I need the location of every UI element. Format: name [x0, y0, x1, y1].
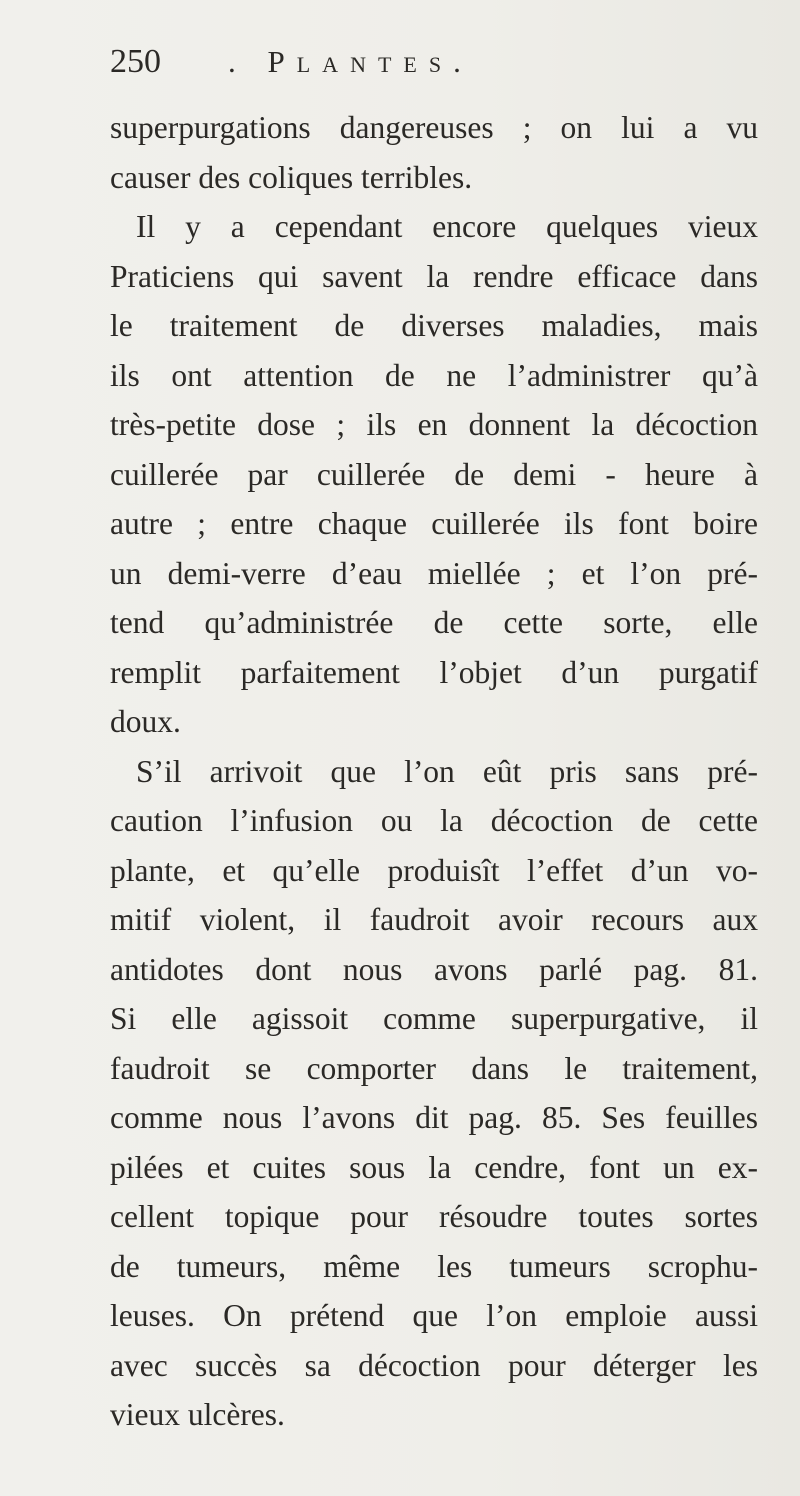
- text-line: pilées et cuites sous la cendre, font un ex-: [110, 1149, 758, 1185]
- text-line: avec succès sa décoction pour déterger les: [110, 1347, 758, 1383]
- page-number: 250: [110, 43, 161, 80]
- text-line: leuses. On prétend que l’on emploie aussi: [110, 1298, 758, 1333]
- text-line: ils ont attention de ne l’administrer qu’à: [110, 357, 758, 393]
- text-line: remplit parfaitement l’objet d’un purgatif: [110, 654, 758, 690]
- text-line: Il y a cependant encore quelques vieux: [136, 209, 758, 244]
- text-line: tend qu’administrée de cette sorte, elle: [110, 605, 758, 640]
- page-header: [110, 40, 750, 90]
- text-line: plante, et qu’elle produisît l’effet d’un vo-: [110, 852, 758, 888]
- text-line: mitif violent, il faudroit avoir recours aux: [110, 902, 758, 937]
- text-line: comme nous l’avons dit pag. 85. Ses feuilles: [110, 1100, 758, 1135]
- text-line: S’il arrivoit que l’on eût pris sans pré-: [136, 753, 758, 789]
- text-line: le traitement de diverses maladies, mais: [110, 308, 758, 343]
- text-line: antidotes dont nous avons parlé pag. 81.: [110, 951, 758, 987]
- text-line: cellent topique pour résoudre toutes sortes: [110, 1199, 758, 1234]
- text-line: faudroit se comporter dans le traitement,: [110, 1050, 758, 1086]
- text-line: superpurgations dangereuses ; on lui a vu: [110, 110, 758, 145]
- text-line: un demi-verre d’eau miellée ; et l’on pré-: [110, 555, 758, 591]
- body-text: [110, 103, 758, 1440]
- text-line: Si elle agissoit comme superpurgative, il: [110, 1001, 758, 1036]
- text-line: causer des coliques terribles.: [110, 159, 473, 195]
- text-line: caution l’infusion ou la décoction de cette: [110, 803, 758, 838]
- running-title: . Plantes.: [228, 44, 473, 79]
- text-line: de tumeurs, même les tumeurs scrophu-: [110, 1248, 758, 1284]
- text-line: cuillerée par cuillerée de demi - heure à: [110, 456, 758, 492]
- text-line: Praticiens qui savent la rendre efficace dans: [110, 258, 758, 294]
- text-line: très-petite dose ; ils en donnent la décoction: [110, 407, 758, 442]
- text-line: autre ; entre chaque cuillerée ils font boire: [110, 506, 758, 541]
- text-line: vieux ulcères.: [110, 1397, 285, 1432]
- text-line: doux.: [110, 704, 181, 739]
